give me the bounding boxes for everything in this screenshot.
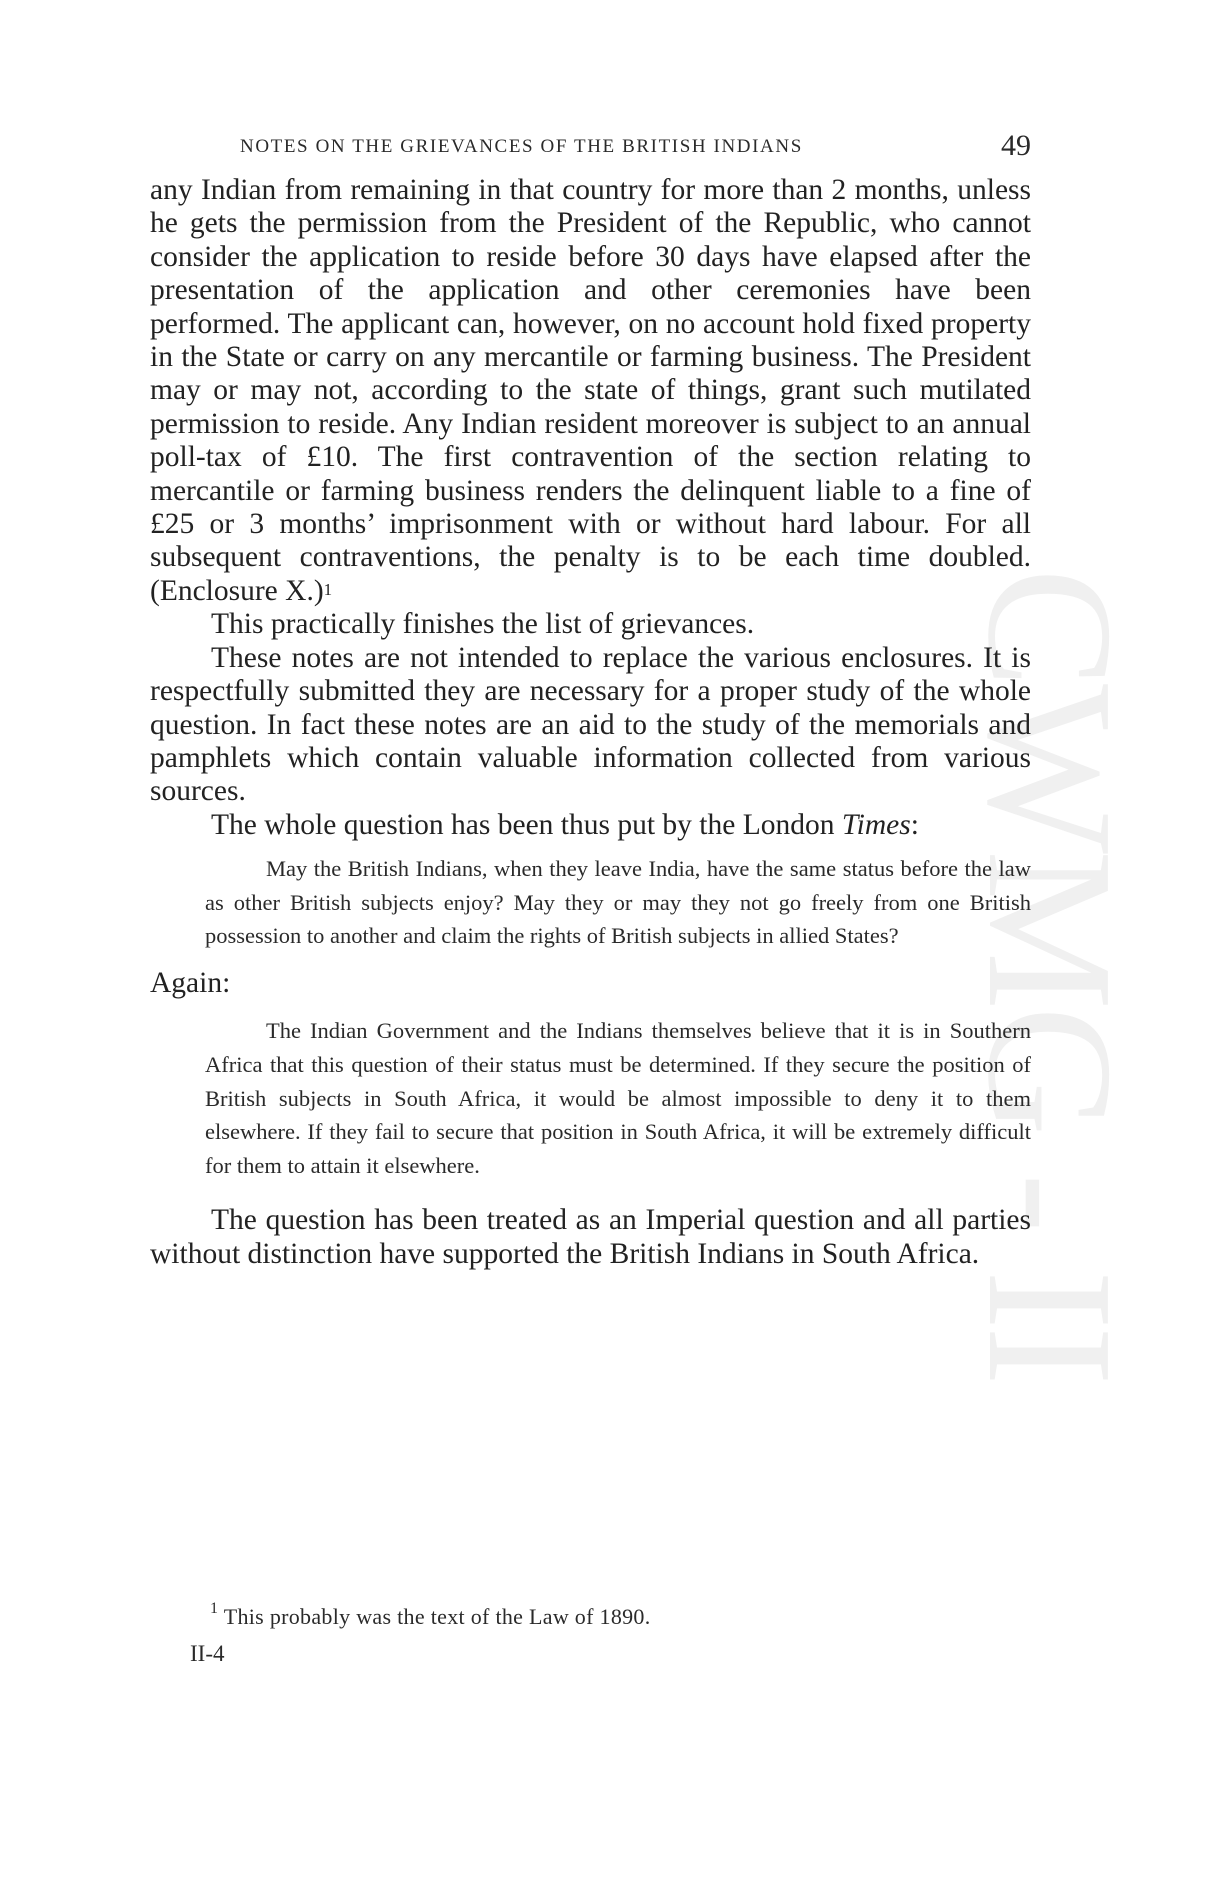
running-head-title: NOTES ON THE GRIEVANCES OF THE BRITISH INDIANS bbox=[240, 136, 803, 157]
watermark-text: CWMG - II bbox=[951, 568, 1150, 1382]
block-quote-indian-government: The Indian Government and the Indians themselves believe that it is in Southern Africa that this question of their status must be determined. If they secure the position of British subjects in South Africa, it would be almost impossible to deny it to them elsewhere. If they fail to secure that position in South Africa, it will be extremely difficult for them to attain it elsewhere. bbox=[205, 1018, 1031, 1178]
paragraph-continuation bbox=[150, 174, 1031, 608]
page-number: 49 bbox=[1001, 129, 1031, 162]
times-title: Times bbox=[841, 808, 911, 841]
paragraph-grievances-finished: This practically finishes the list of grievances. bbox=[211, 608, 755, 641]
block-quote-times: May the British Indians, when they leave India, have the same status before the law as other British subjects enjoy? May they or may they not go freely from one British possession to another and claim the rights of British subjects in allied States? bbox=[205, 856, 1031, 949]
paragraph-times-intro bbox=[150, 809, 1031, 842]
paragraph-closing: The question has been treated as an Imperial question and all parties without distinction have supported the British Indians in South Africa. bbox=[150, 1204, 1031, 1270]
times-intro-colon: : bbox=[910, 808, 919, 841]
times-intro-text: The whole question has been thus put by the London bbox=[211, 808, 842, 841]
signature-mark: II-4 bbox=[190, 1641, 225, 1666]
running-head bbox=[150, 120, 1031, 174]
footnote-reference: 1 bbox=[323, 579, 333, 599]
paragraph-enclosures-note: These notes are not intended to replace the various enclosures. It is respectfully submitted they are necessary for a proper study of the whole question. In fact these notes are an aid to the study of the memorials and pamphlets which contain valuable information collected from various sources. bbox=[150, 641, 1031, 808]
footnote bbox=[210, 1600, 651, 1630]
footnote-marker: 1 bbox=[210, 1600, 219, 1617]
page-body bbox=[150, 120, 1031, 1271]
paragraph-continuation-text: any Indian from remaining in that country for more than 2 months, unless he gets the permission from the President of the Republic, who cannot consider the application to reside before 30 days have elapsed after the presentation of the application and other ceremonies have been performed. The applicant can, however, on no account hold fixed property in the State or carry on any mercantile or farming business. The President may or may not, according to the state of things, grant such mutilated permission to reside. Any Indian resident moreover is subject to an annual poll-tax of £10. The first contravention of the section relating to mercantile or farming business renders the delinquent liable to a fine of £25 or 3 months’ imprisonment with or without hard labour. For all subsequent contraventions, the penalty is to be each time doubled. (Enclosure X.) bbox=[150, 174, 1031, 607]
again-label: Again: bbox=[150, 966, 231, 999]
footnote-text: This probably was the text of the Law of 1890. bbox=[223, 1604, 651, 1629]
